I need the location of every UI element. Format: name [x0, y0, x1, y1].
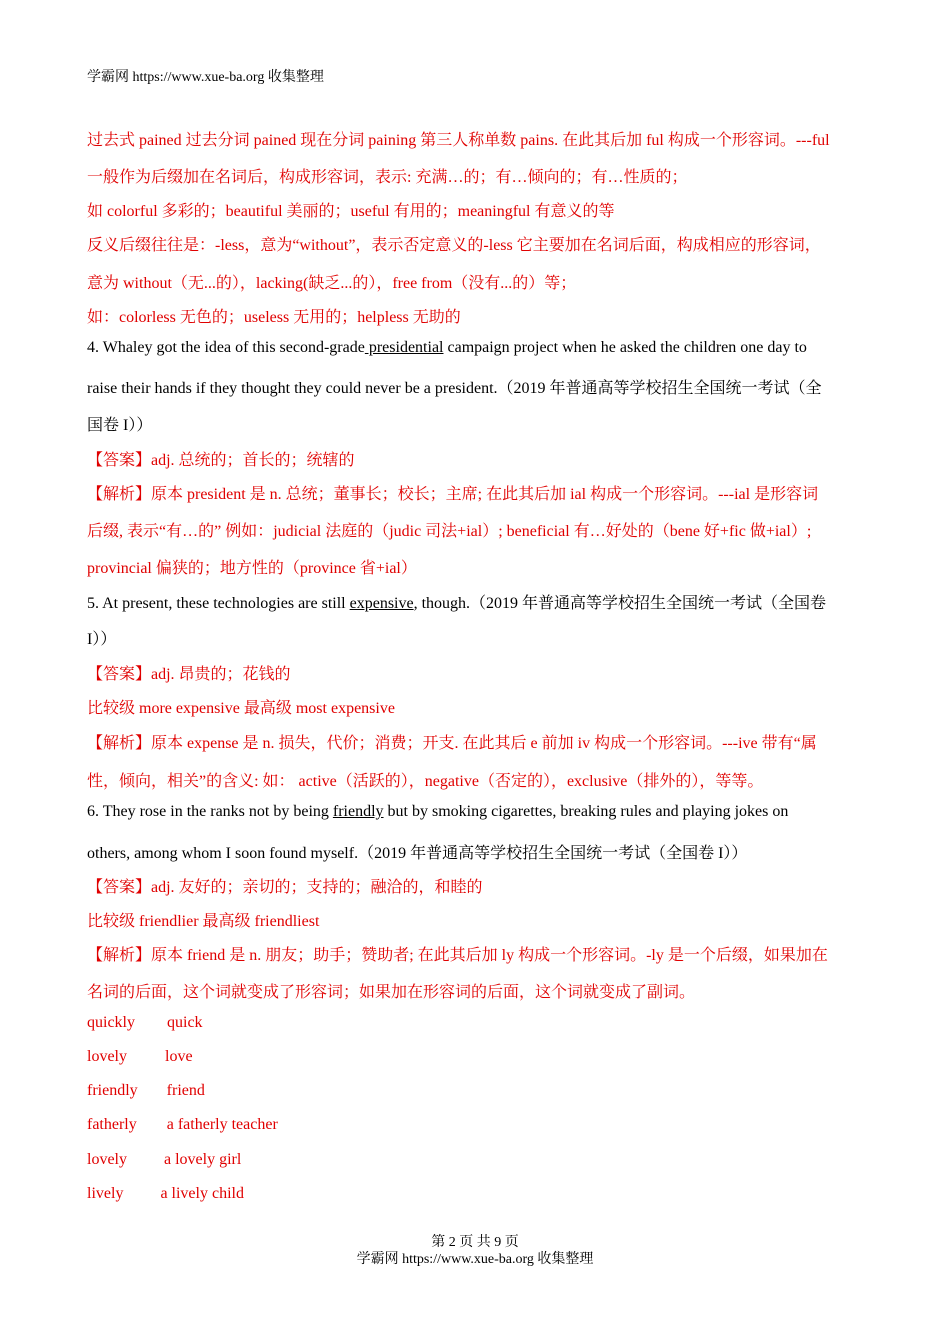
q5-analysis-line-1: 【解析】原本 expense 是 n. 损失，代价；消费；开支. 在此其后 e 前加 iv 构成一个形容词。---ive 带有“属: [87, 735, 817, 752]
intro-line-4: 反义后缀往往是：-less，意为“without”，表示否定意义的-less 它主要加在名词后面，构成相应的形容词，: [87, 237, 821, 254]
word-pair-row: [87, 1151, 241, 1169]
page-header: 学霸网 https://www.xue-ba.org 收集整理: [87, 70, 324, 85]
word-pair-derived: lovely: [87, 1048, 127, 1065]
word-pair-derived: lovely: [87, 1151, 127, 1168]
q5-text-pre: 5. At present, these technologies are still: [87, 595, 350, 612]
q6-comparison: 比较级 friendlier 最高级 friendliest: [87, 913, 320, 930]
q5-answer: 【答案】adj. 昂贵的；花钱的: [87, 666, 291, 683]
word-pair-base: friend: [166, 1082, 205, 1099]
word-pair-base: a fatherly teacher: [166, 1116, 278, 1133]
page-footer-source: 学霸网 https://www.xue-ba.org 收集整理: [356, 1252, 594, 1267]
q4-analysis-line-3: provincial 偏狭的；地方性的（province 省+ial）: [87, 560, 417, 577]
word-pair-base: love: [165, 1048, 193, 1065]
q4-text-post: campaign project when he asked the children one day to: [443, 339, 807, 356]
word-pair-row: [87, 1014, 203, 1032]
word-pair-derived: quickly: [87, 1014, 135, 1031]
word-pair-base: a lively child: [160, 1185, 244, 1202]
word-pair-row: [87, 1185, 244, 1203]
q6-text-pre: 6. They rose in the ranks not by being: [87, 803, 333, 820]
q4-answer: 【答案】adj. 总统的；首长的；统辖的: [87, 452, 355, 469]
word-pair-row: [87, 1116, 278, 1134]
word-pair-base: a lovely girl: [164, 1151, 242, 1168]
q6-text-post: but by smoking cigarettes, breaking rules and playing jokes on: [383, 803, 789, 820]
question-4-line-2: raise their hands if they thought they could never be a president.（2019 年普通高等学校招生全国统一考试（全: [87, 380, 822, 397]
word-pair-base: quick: [167, 1014, 203, 1031]
intro-line-3: 如 colorful 多彩的；beautiful 美丽的；useful 有用的；meaningful 有意义的等: [87, 203, 615, 220]
intro-line-5: 意为 without（无...的），lacking(缺乏...的），free from（没有...的）等；: [87, 275, 577, 292]
q5-target-word: expensive: [349, 595, 414, 612]
intro-line-2: 一般作为后缀加在名词后，构成形容词，表示: 充满…的；有…倾向的；有…性质的；: [87, 169, 688, 186]
q6-analysis-line-2: 名词的后面，这个词就变成了形容词；如果加在形容词的后面，这个词就变成了副词。: [87, 984, 696, 1001]
question-5-line-2: I））: [87, 631, 117, 648]
intro-line-6: 如：colorless 无色的；useless 无用的；helpless 无助的: [87, 309, 461, 326]
question-5-line-1: [87, 590, 826, 613]
word-pair-derived: friendly: [87, 1082, 138, 1099]
q4-text-pre: 4. Whaley got the idea of this second-grade: [87, 339, 365, 356]
word-pair-row: [87, 1082, 205, 1100]
page-number: 第 2 页 共 9 页: [431, 1235, 519, 1250]
q5-comparison: 比较级 more expensive 最高级 most expensive: [87, 700, 395, 717]
intro-line-1: 过去式 pained 过去分词 pained 现在分词 paining 第三人称单数 pains. 在此其后加 ful 构成一个形容词。---ful: [87, 132, 830, 149]
question-6-line-1: [87, 803, 788, 821]
word-pair-derived: fatherly: [87, 1116, 137, 1133]
question-4-line-1: [87, 339, 807, 357]
q5-analysis-line-2: 性，倾向，相关”的含义: 如： active（活跃的），negative（否定的），exclusive（排外的），等等。: [87, 773, 764, 790]
q6-answer: 【答案】adj. 友好的；亲切的；支持的；融洽的，和睦的: [87, 879, 483, 896]
q6-analysis-line-1: 【解析】原本 friend 是 n. 朋友；助手；赞助者; 在此其后加 ly 构成一个形容词。-ly 是一个后缀，如果加在: [87, 947, 828, 964]
q5-text-post: , though.（2019 年普通高等学校招生全国统一考试（全国卷: [413, 595, 827, 612]
question-4-line-3: 国卷 I））: [87, 417, 153, 434]
q4-analysis-line-2: 后缀, 表示“有…的” 例如：judicial 法庭的（judic 司法+ial）; beneficial 有…好处的（bene 好+fic 做+ial）;: [87, 523, 812, 540]
word-pair-row: [87, 1048, 193, 1066]
q6-target-word: friendly: [332, 803, 384, 820]
question-6-line-2: others, among whom I soon found myself.（2019 年普通高等学校招生全国统一考试（全国卷 I））: [87, 845, 748, 862]
word-pair-derived: lively: [87, 1185, 124, 1202]
q4-target-word: presidential: [364, 339, 444, 356]
q4-analysis-line-1: 【解析】原本 president 是 n. 总统；董事长；校长；主席; 在此其后加 ial 构成一个形容词。---ial 是形容词: [87, 486, 819, 503]
